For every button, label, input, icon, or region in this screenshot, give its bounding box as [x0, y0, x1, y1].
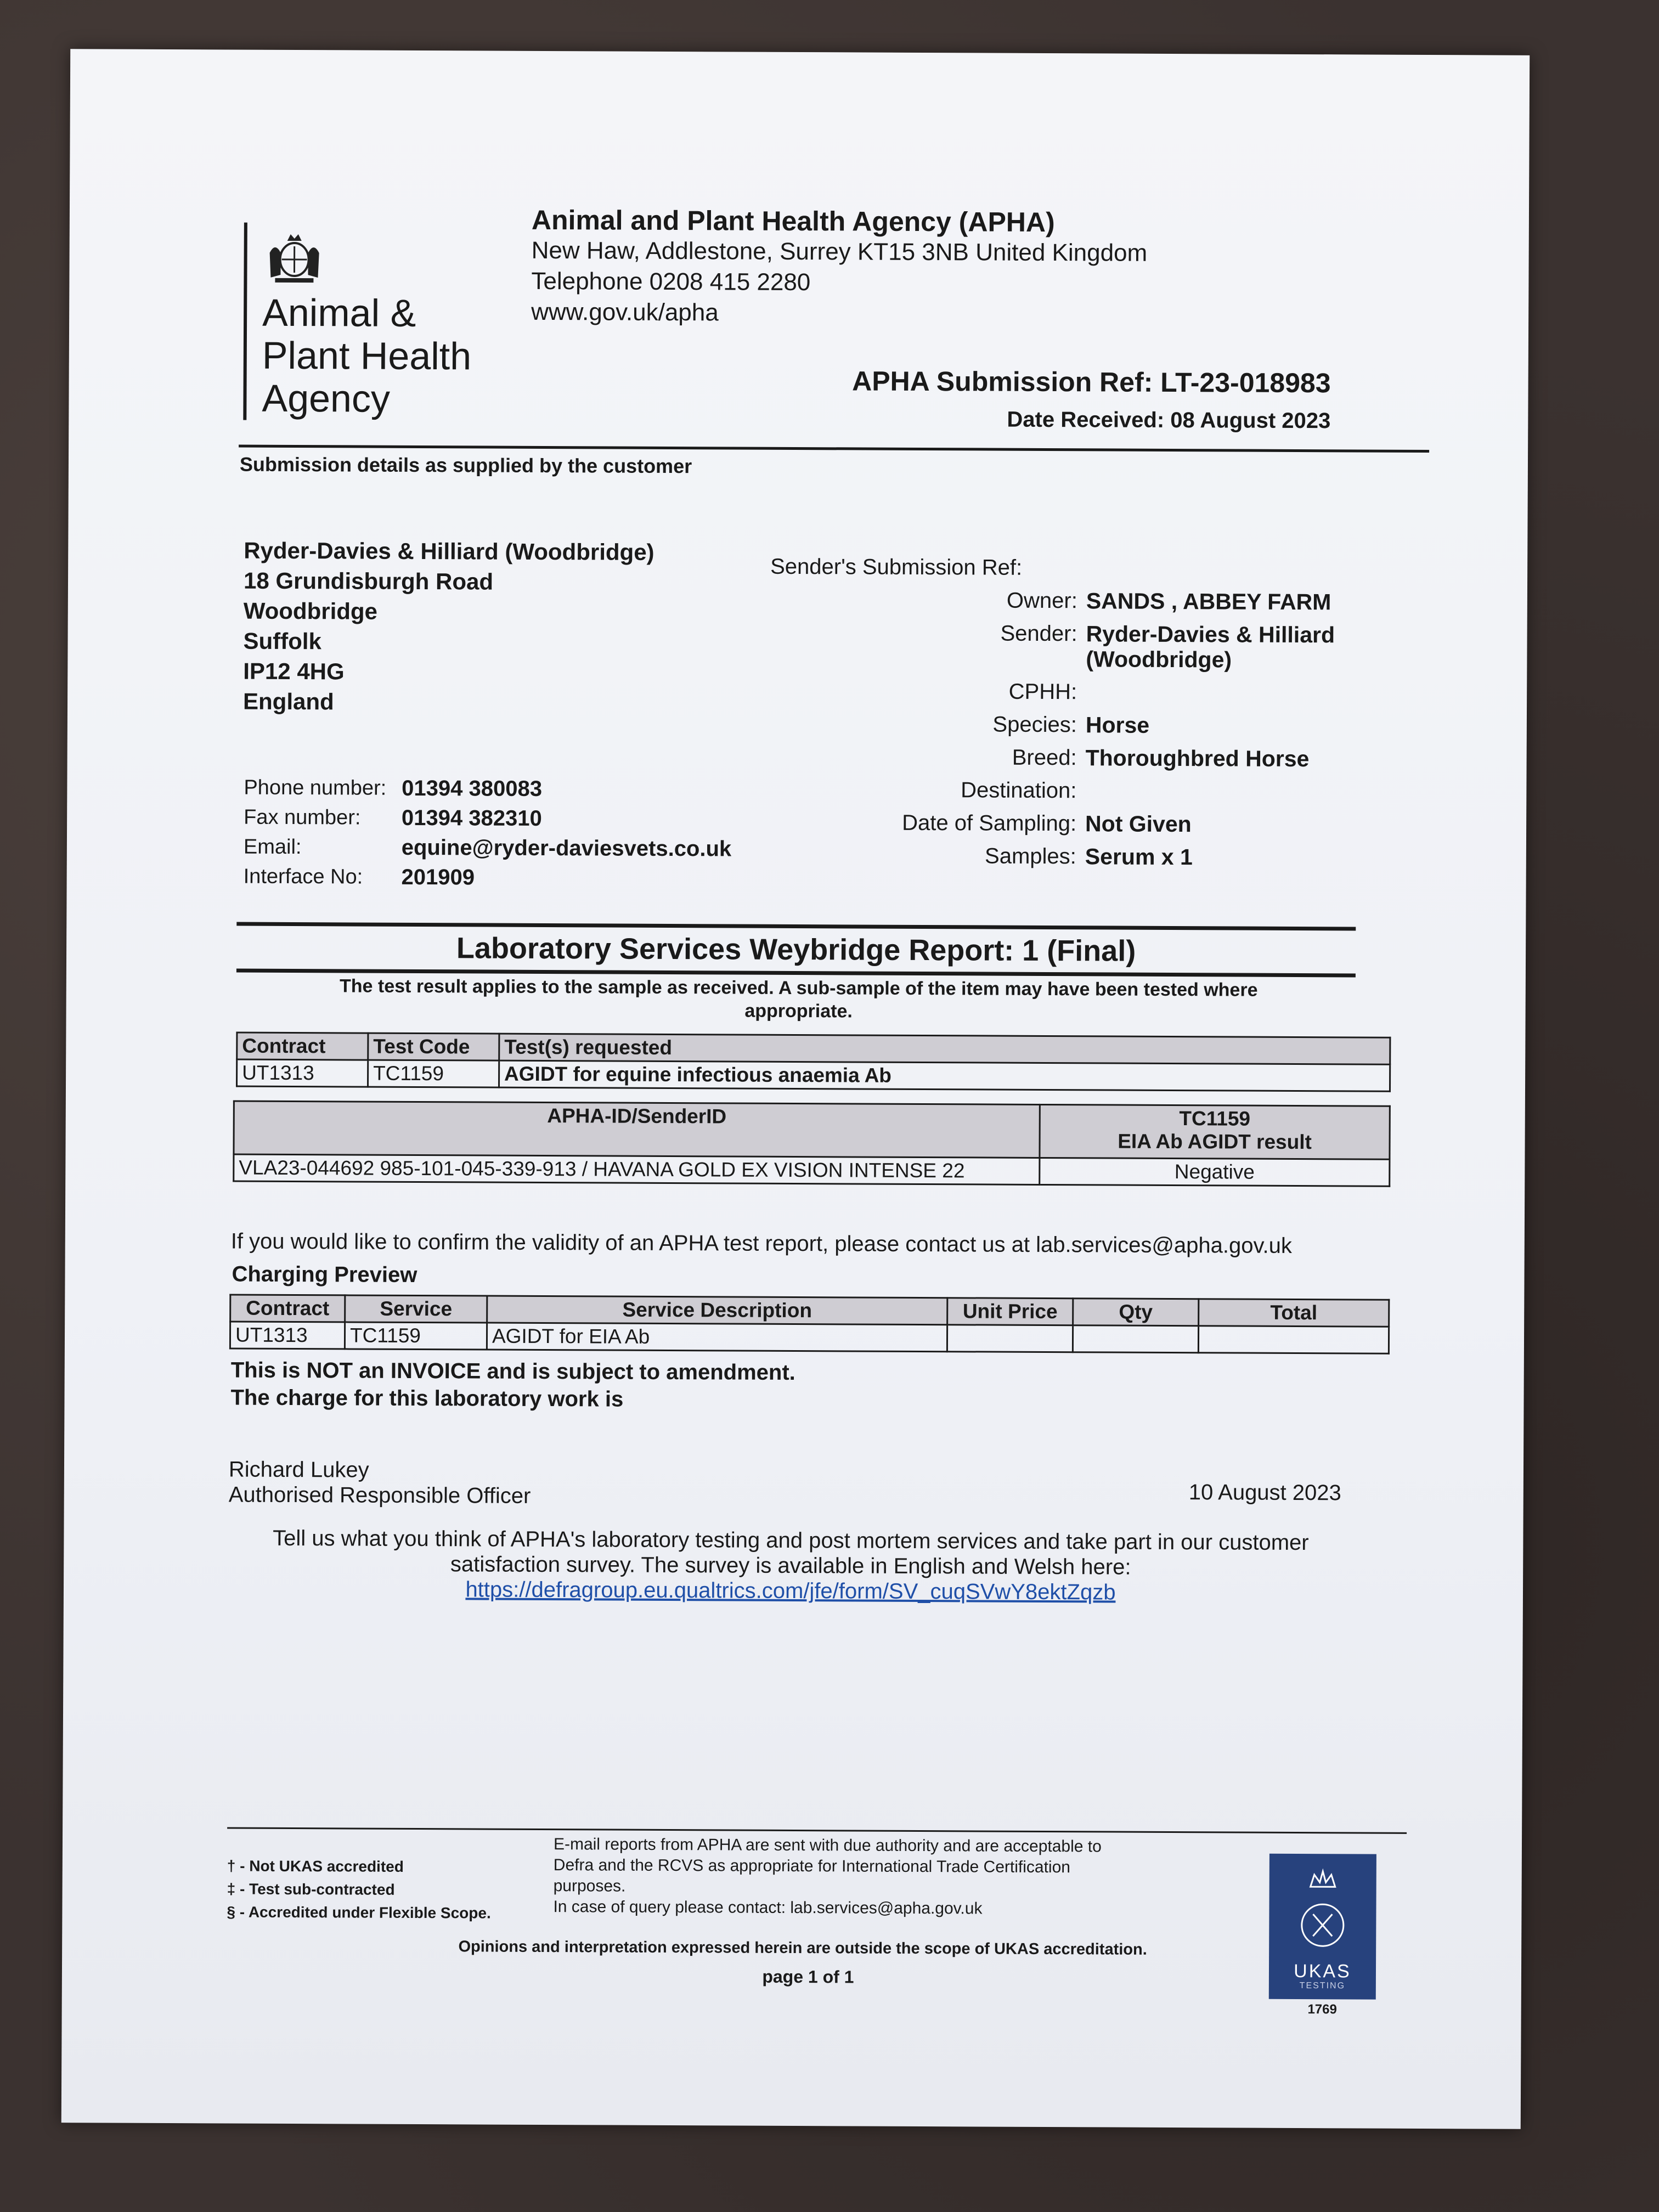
tests-table: [236, 1032, 1391, 1092]
agency-logo-text: [262, 291, 471, 421]
agency-name: Animal and Plant Health Agency (APHA): [531, 204, 1055, 238]
survey-link[interactable]: https://defragroup.eu.qualtrics.com/jfe/form/SV_cuqSVwY8ektZqzb: [465, 1577, 1116, 1605]
address-line: IP12 4HG: [243, 658, 345, 685]
legend-item: † - Not UKAS accredited: [227, 1857, 404, 1875]
table-cell: AGIDT for equine infectious anaemia Ab: [499, 1060, 1390, 1091]
validity-note: If you would like to confirm the validity of an APHA test report, please contact us at lab.services@apha.gov.uk: [230, 1229, 1293, 1258]
ukas-number: 1769: [1307, 2002, 1337, 2017]
report-note: The test result applies to the sample as received. A sub-sample of the item may have been tested where appropriate.: [339, 975, 1258, 1022]
report-title: Laboratory Services Weybridge Report: 1 (Final): [456, 932, 1136, 968]
legend-item: ‡ - Test sub-contracted: [227, 1880, 395, 1898]
footer-legend: [227, 1854, 491, 1925]
signer-name: Richard Lukey: [228, 1457, 369, 1482]
agency-telephone: Telephone 0208 415 2280: [531, 267, 811, 296]
table-header-row: [234, 1101, 1390, 1159]
survey-block: [261, 1526, 1321, 1606]
email-note: E-mail reports from APHA are sent with due authority and are acceptable to Defra and the RCVS as appropriate for International Trade Certification purposes.: [553, 1835, 1102, 1895]
submission-ref: APHA Submission Ref: LT-23-018983: [852, 365, 1331, 399]
report-rule-top: [236, 922, 1356, 931]
submission-details: [769, 554, 1361, 878]
signoff-date: 10 August 2023: [1188, 1480, 1341, 1505]
results-table: [233, 1101, 1391, 1187]
contact-row: [244, 773, 732, 805]
detail-label: Destination:: [961, 778, 1077, 803]
column-header: Contract: [230, 1295, 345, 1322]
ukas-crown-icon: [1296, 1865, 1349, 1958]
detail-value: Ryder-Davies & Hilliard (Woodbridge): [1086, 621, 1335, 673]
not-invoice-text: This is NOT an INVOICE and is subject to amendment.: [230, 1358, 795, 1385]
detail-row: [769, 777, 1359, 812]
result-header: EIA Ab AGIDT result: [1118, 1130, 1312, 1154]
column-header: Total: [1199, 1299, 1389, 1327]
table-row: [237, 1059, 1390, 1091]
ukas-subtitle: TESTING: [1299, 1981, 1346, 1991]
column-header: Unit Price: [947, 1298, 1073, 1325]
customer-contacts: [244, 773, 732, 894]
charging-title: Charging Preview: [232, 1262, 417, 1287]
table-cell: UT1313: [230, 1322, 345, 1349]
page-number: page 1 of 1: [762, 1966, 854, 1987]
detail-row: [770, 620, 1360, 681]
sample-id-cell: VLA23-044692 985-101-045-339-913 / HAVANA GOLD EX VISION INTENSE 22: [234, 1154, 1040, 1184]
column-header: [1040, 1104, 1390, 1159]
agency-header: [531, 205, 1148, 330]
logo-bar: [243, 223, 247, 420]
contact-value: 01394 382310: [401, 805, 542, 831]
footer-divider: [227, 1827, 1407, 1833]
contact-value[interactable]: equine@ryder-daviesvets.co.uk: [401, 835, 732, 861]
agency-address: New Haw, Addlestone, Surrey KT15 3NB United Kingdom: [531, 236, 1148, 267]
column-header: APHA-ID/SenderID: [234, 1101, 1040, 1158]
table-cell: AGIDT for EIA Ab: [487, 1323, 947, 1352]
submission-heading: Submission details as supplied by the customer: [239, 453, 692, 478]
result-cell: Negative: [1040, 1158, 1390, 1186]
contact-label: Fax number:: [244, 805, 361, 830]
column-header: Test Code: [368, 1033, 499, 1060]
column-header: Contract: [237, 1032, 368, 1060]
opinions-note: Opinions and interpretation expressed herein are outside the scope of UKAS accreditation.: [458, 1938, 1147, 1959]
survey-text: Tell us what you think of APHA's laboratory testing and post mortem services and take part in our customer satisfaction survey. The survey is available in English and Welsh here:: [273, 1526, 1309, 1579]
agency-website[interactable]: www.gov.uk/apha: [531, 298, 719, 326]
detail-row: [769, 744, 1359, 780]
table-row: [230, 1322, 1389, 1353]
table-cell: [1198, 1326, 1389, 1354]
detail-value: Not Given: [1085, 811, 1192, 837]
detail-label: CPHH:: [1008, 679, 1077, 704]
address-line: 18 Grundisburgh Road: [243, 567, 494, 595]
table-cell: [947, 1325, 1073, 1352]
detail-label: Sender's Submission Ref:: [770, 554, 1023, 580]
address-line: Suffolk: [243, 628, 321, 654]
contact-row: [244, 832, 732, 864]
table-row: [234, 1154, 1390, 1186]
ukas-badge: [1269, 1854, 1376, 2000]
detail-value: [1085, 778, 1359, 812]
logo-line: Agency: [262, 376, 391, 420]
charge-line: The charge for this laboratory work is: [230, 1385, 624, 1412]
column-header: Service Description: [487, 1296, 947, 1325]
invoice-notice: [230, 1357, 795, 1414]
date-received: Date Received: 08 August 2023: [1007, 407, 1331, 433]
detail-label: Sender:: [1000, 621, 1077, 646]
address-line: Ryder-Davies & Hilliard (Woodbridge): [244, 537, 654, 565]
address-line: England: [242, 688, 334, 715]
contact-label: Email:: [243, 835, 302, 859]
contact-value: 201909: [401, 865, 475, 890]
logo-line: Plant Health: [262, 334, 472, 378]
detail-value: Horse: [1085, 712, 1150, 738]
table-cell: [1073, 1325, 1198, 1353]
signoff: [229, 1457, 531, 1508]
header-divider: [239, 445, 1429, 453]
contact-row: [244, 803, 732, 834]
detail-value: [1086, 555, 1361, 589]
submission-ref-block: [852, 365, 1331, 433]
royal-crest-icon: [258, 225, 330, 286]
address-line: Woodbridge: [243, 597, 378, 624]
column-header: Test(s) requested: [499, 1034, 1390, 1064]
detail-value: Thoroughbred Horse: [1085, 745, 1310, 772]
detail-label: Breed:: [1012, 745, 1077, 770]
detail-label: Date of Sampling:: [902, 810, 1077, 836]
signer-role: Authorised Responsible Officer: [228, 1482, 531, 1508]
detail-value: [1086, 679, 1360, 713]
contact-label: Phone number:: [244, 776, 387, 800]
table-cell: TC1159: [368, 1060, 499, 1087]
legend-item: § - Accredited under Flexible Scope.: [227, 1903, 491, 1922]
customer-address: [243, 535, 654, 718]
contact-value: 01394 380083: [402, 776, 543, 801]
detail-value: SANDS , ABBEY FARM: [1086, 588, 1331, 615]
footer-notes: [553, 1834, 1146, 1920]
contact-label: Interface No:: [243, 865, 363, 889]
logo-line: Animal &: [262, 291, 416, 335]
detail-row: [770, 587, 1361, 623]
detail-row: [770, 678, 1360, 714]
ukas-name: UKAS: [1294, 1960, 1351, 1982]
detail-label: Samples:: [985, 844, 1076, 869]
detail-value: Serum x 1: [1085, 844, 1193, 870]
report-page: [61, 49, 1530, 2129]
charging-table: [229, 1294, 1390, 1355]
detail-row: [769, 810, 1359, 845]
test-code-header: TC1159: [1179, 1107, 1251, 1130]
detail-label: Species:: [992, 712, 1077, 737]
detail-row: [770, 554, 1361, 590]
detail-row: [770, 711, 1360, 747]
contact-row: [244, 862, 732, 894]
table-cell: TC1159: [345, 1322, 487, 1350]
column-header: Qty: [1073, 1299, 1199, 1326]
table-cell: UT1313: [237, 1059, 368, 1087]
query-note: In case of query please contact: lab.services@apha.gov.uk: [553, 1898, 983, 1918]
detail-row: [769, 843, 1359, 878]
column-header: Service: [345, 1295, 487, 1323]
detail-label: Owner:: [1006, 588, 1077, 613]
